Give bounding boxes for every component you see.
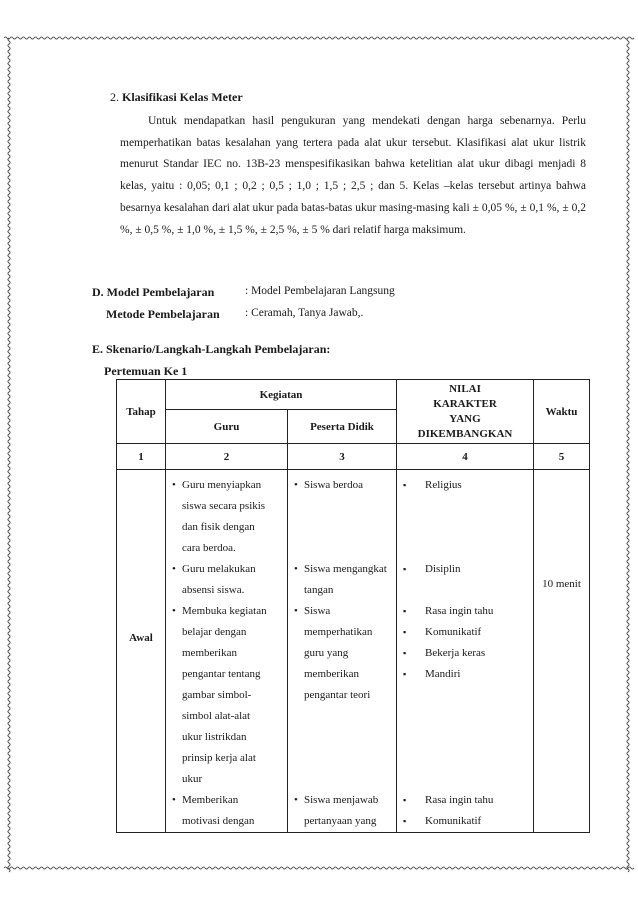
pertemuan-label: Pertemuan Ke 1 xyxy=(104,364,188,378)
peserta-item xyxy=(294,790,392,832)
nilai-item: ▪ Rasa ingin tahu xyxy=(397,601,529,622)
guru-line: • Membuka kegiatan xyxy=(182,605,267,617)
peserta-item xyxy=(294,601,392,706)
nilai-item: ▪ Komunikatif xyxy=(397,622,529,643)
waktu-value: 10 menit xyxy=(542,578,581,590)
nilai-item: ▪ Religius xyxy=(397,475,529,496)
peserta-line: memperhatikan xyxy=(304,626,373,638)
tahap-awal: Awal xyxy=(129,632,153,644)
header-nilai-line: KARAKTER xyxy=(433,397,497,410)
border-wave xyxy=(4,37,634,39)
guru-line: • Guru menyiapkan xyxy=(182,479,262,491)
header-waktu: Waktu xyxy=(534,380,590,444)
column-number: 5 xyxy=(534,444,590,470)
guru-line: pengantar tentang xyxy=(182,668,261,680)
guru-line: motivasi dengan xyxy=(182,815,255,827)
guru-line: gambar simbol- xyxy=(182,689,252,701)
guru-line: siswa secara psikis xyxy=(182,500,266,512)
section-2-paragraph: Untuk mendapatkan hasil pengukuran yang mendekati dengan harga sebenarnya. Perlu memperhatikan batas kesalahan yang tertera pada alat ukur tersebut. Klasifikasi alat ukur listrik menurut Standar IEC no. 13B-23 menspesifikasikan bahwa ketelitian alat ukur dibagi menjadi 8 kelas, yaitu : 0,05; 0,1 ; 0,2 ; 0,5 ; 1,0 ; 1,5 ; 2,5 ; dan 5. Kelas –kelas tersebut artinya bahwa besarnya kesalahan dari alat ukur pada batas-batas ukur masing-masing kali ± 0,05 %, ± 0,1 %, ± 0,2 %, ± 0,5 %, ± 1,0 %, ± 1,5 %, ± 2,5 %, ± 5 % dari relatif harga maksimum. xyxy=(120,115,586,236)
header-peserta-didik: Peserta Didik xyxy=(288,410,397,444)
guru-line: memberikan xyxy=(182,647,237,659)
column-number: 4 xyxy=(397,444,534,470)
section-2-heading xyxy=(110,90,243,105)
nilai-item: ▪ Disiplin xyxy=(397,559,529,580)
column-number: 3 xyxy=(288,444,397,470)
peserta-line: pengantar teori xyxy=(304,689,371,701)
guru-line: dan fisik dengan xyxy=(182,521,255,533)
nilai-item: ▪ Komunikatif xyxy=(397,811,529,832)
metode-value: : Ceramah, Tanya Jawab,. xyxy=(245,307,364,319)
peserta-line: • Siswa berdoa xyxy=(304,479,363,491)
nilai-item: ▪ Bekerja keras xyxy=(397,643,529,664)
nilai-item: ▪ Mandiri xyxy=(397,664,529,685)
header-nilai-line: DIKEMBANGKAN xyxy=(417,427,513,440)
guru-line: simbol alat-alat xyxy=(182,710,251,722)
column-number: 2 xyxy=(166,444,288,470)
peserta-line: tangan xyxy=(304,584,334,596)
header-guru: Guru xyxy=(166,410,288,444)
peserta-line: • Siswa menjawab xyxy=(304,794,379,806)
guru-item xyxy=(172,790,283,832)
guru-line: • Memberikan xyxy=(182,794,239,806)
guru-line: cara berdoa. xyxy=(182,542,236,554)
header-tahap: Tahap xyxy=(117,380,166,444)
section-2-title: Klasifikasi Kelas Meter xyxy=(122,90,243,104)
column-number: 1 xyxy=(117,444,166,470)
section-e-title: E. Skenario/Langkah-Langkah Pembelajaran: xyxy=(92,342,331,356)
model-value: : Model Pembelajaran Langsung xyxy=(245,285,395,297)
peserta-line: guru yang xyxy=(304,647,349,659)
border-wave xyxy=(627,38,629,872)
guru-line: • Guru melakukan xyxy=(182,563,256,575)
guru-line: prinsip kerja alat xyxy=(182,752,256,764)
peserta-item xyxy=(294,559,392,601)
header-nilai-karakter xyxy=(397,380,534,444)
guru-line: ukur xyxy=(182,773,203,785)
nilai-item: ▪ Rasa ingin tahu xyxy=(397,790,529,811)
peserta-line: • Siswa xyxy=(304,605,331,617)
peserta-line: memberikan xyxy=(304,668,359,680)
peserta-line: • Siswa mengangkat xyxy=(304,563,387,575)
border-wave xyxy=(4,867,634,869)
metode-label: Metode Pembelajaran xyxy=(106,307,220,321)
header-kegiatan: Kegiatan xyxy=(166,380,397,410)
peserta-item xyxy=(294,475,392,496)
guru-line: absensi siswa. xyxy=(182,584,245,596)
guru-line: ukur listrikdan xyxy=(182,731,247,743)
header-nilai-line: YANG xyxy=(449,412,481,425)
guru-line: belajar dengan xyxy=(182,626,247,638)
guru-item xyxy=(172,601,283,790)
model-label: D. Model Pembelajaran xyxy=(92,285,215,299)
guru-item xyxy=(172,559,283,601)
peserta-line: pertanyaan yang xyxy=(304,815,377,827)
section-2-number: 2. xyxy=(110,90,119,104)
scenario-table xyxy=(116,379,590,833)
border-wave xyxy=(8,38,10,872)
header-nilai-line: NILAI xyxy=(449,382,481,395)
guru-item xyxy=(172,475,283,559)
